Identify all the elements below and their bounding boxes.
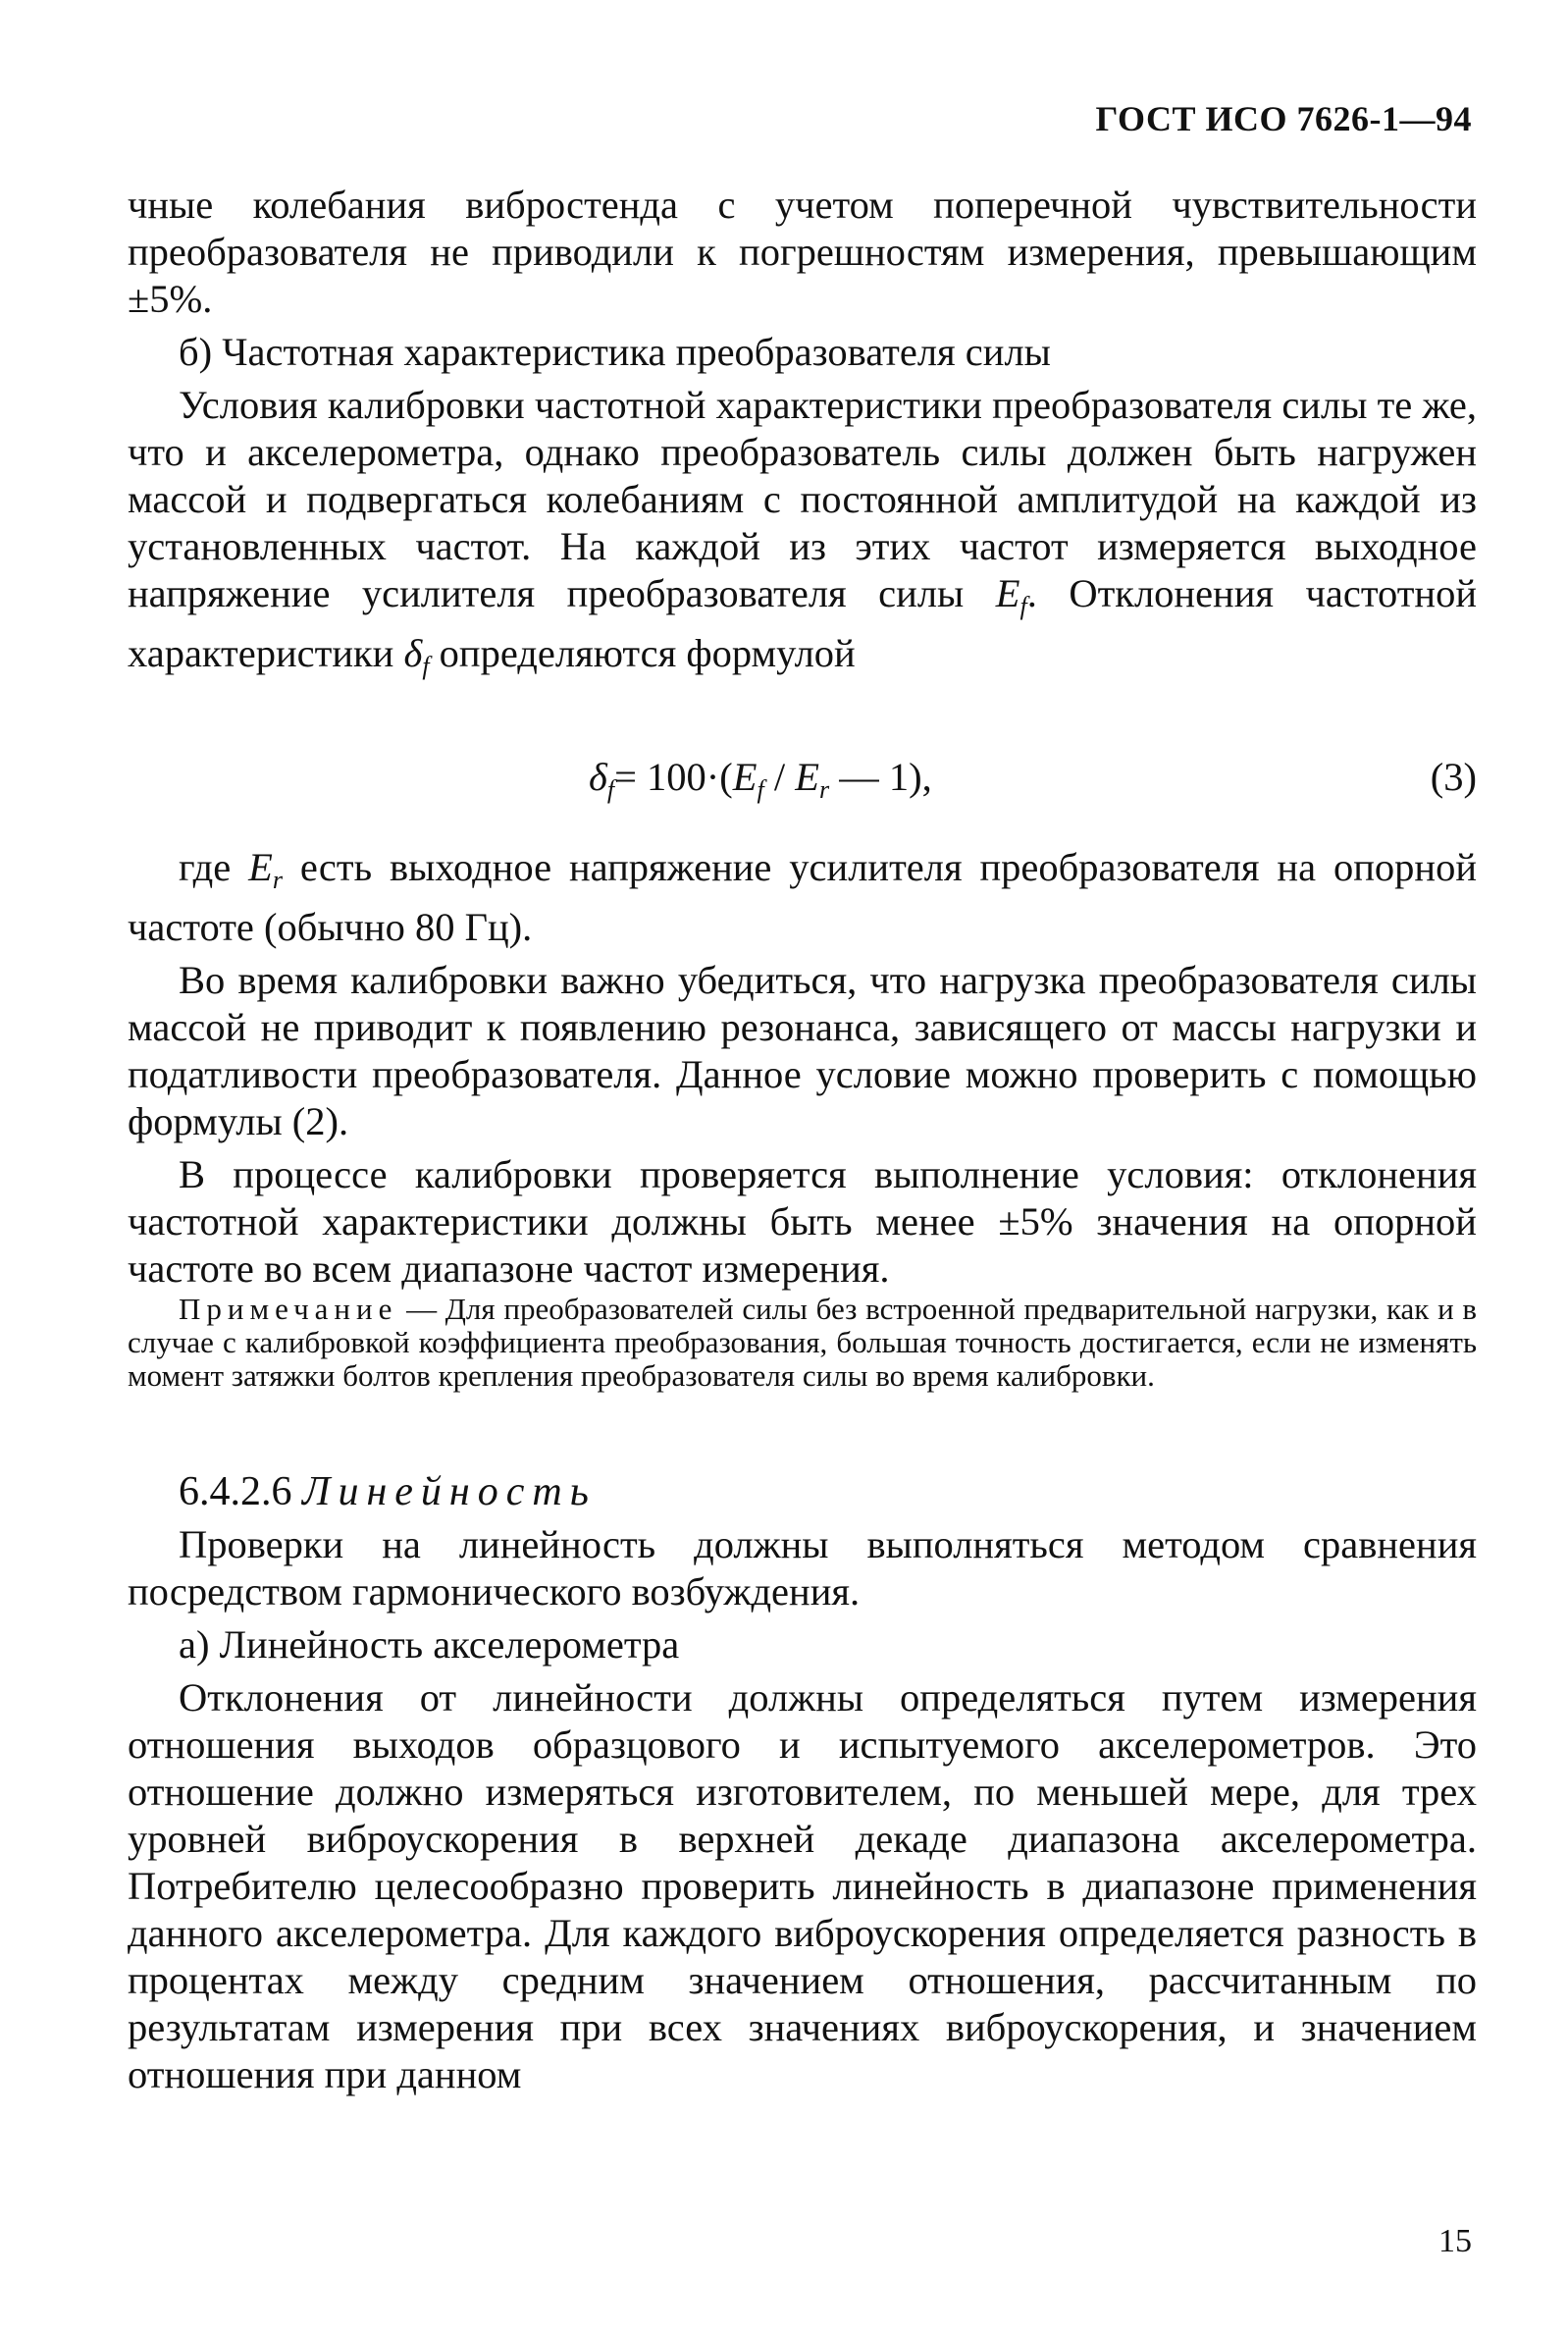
note-label: Примечание	[179, 1292, 398, 1326]
page-number: 15	[1438, 2223, 1472, 2259]
paragraph-text: . Отклонения частотной характеристики	[128, 571, 1478, 675]
section-heading	[128, 1468, 1477, 1515]
subheading-accelerometer-linearity: а) Линейность акселерометра	[179, 1622, 680, 1667]
paragraph-calibration-conditions	[128, 382, 1477, 690]
paragraph-deviation-condition: В процессе калибровки проверяется выполнение условия: отклонения частотной характеристики должны быть менее ±5% значения на опорной частоте во всем диапазоне частот измерения.	[128, 1152, 1477, 1291]
formula-row	[128, 754, 1477, 809]
section-number: 6.4.2.6	[179, 1469, 292, 1514]
symbol-delta-f: $\delta_f$	[403, 631, 430, 680]
equation-number: (3)	[1430, 755, 1477, 799]
note-text: — Для преобразователей силы без встроенной предварительной нагрузки, как и в случае с калибровкой коэффициента преобразования, большая точность достигается, если не изменять момент затяжки болтов крепления преобразователя силы во время калибровки.	[128, 1292, 1477, 1393]
note-block	[128, 1293, 1477, 1393]
paragraph-linearity-deviation: Отклонения от линейности должны определяться путем измерения отношения выходов образцового и испытуемого акселерометров. Это отношение должно измеряться изготовителем, по меньшей мере, для трех уровней виброускорения в верхней декаде диапазона акселерометра. Потребителю целесообразно проверить линейность в диапазоне применения данного акселерометра. Для каждого виброускорения определяется разность в процентах между средним значением отношения, рассчитанным по результатам измерения при всех значениях виброускорения, и значением отношения при данном	[128, 1675, 1477, 2096]
paragraph-resonance-check: Во время калибровки важно убедиться, что нагрузка преобразователя силы массой не приводит к появлению резонанса, зависящего от массы нагрузки и податливости преобразователя. Данное условие можно проверить с помощью формулы (2).	[128, 958, 1477, 1143]
text-block-top	[128, 182, 1477, 696]
paragraph-continuation: чные колебания вибростенда с учетом поперечной чувствительности преобразователя не приводили к погрешностям измерения, превышающим ±5%.	[128, 183, 1477, 321]
text-block-middle	[128, 844, 1477, 1298]
paragraph-linearity-method: Проверки на линейность должны выполняться методом сравнения посредством гармонического возбуждения.	[128, 1522, 1477, 1614]
section-title: Линейность	[302, 1469, 597, 1514]
document-header: ГОСТ ИСО 7626-1—94	[1095, 99, 1472, 138]
paragraph-text: Условия калибровки частотной характеристики преобразователя силы те же, что и акселерометра, однако преобразователь силы должен быть нагружен массой и подвергаться колебаниям с постоянной амплитудой на каждой из установленных частот. На каждой из этих частот измеряется выходное напряжение усилителя преобразователя силы	[128, 383, 1477, 615]
text-block-linearity	[128, 1468, 1477, 2104]
symbol-er: $E_r$	[248, 845, 283, 894]
paragraph-er-definition: где $E_r$ есть выходное напряжение усилителя преобразователя на опорной частоте (обычно 80 Гц).	[128, 845, 1478, 949]
paragraph-text: определяются формулой	[439, 631, 856, 675]
formula-3: $\delta_f= 100\cdot(E_f / E_r$ — 1),	[589, 755, 932, 804]
subheading-force-transducer: б) Частотная характеристика преобразователя силы	[179, 330, 1051, 374]
symbol-ef: $E_f$	[995, 571, 1027, 620]
